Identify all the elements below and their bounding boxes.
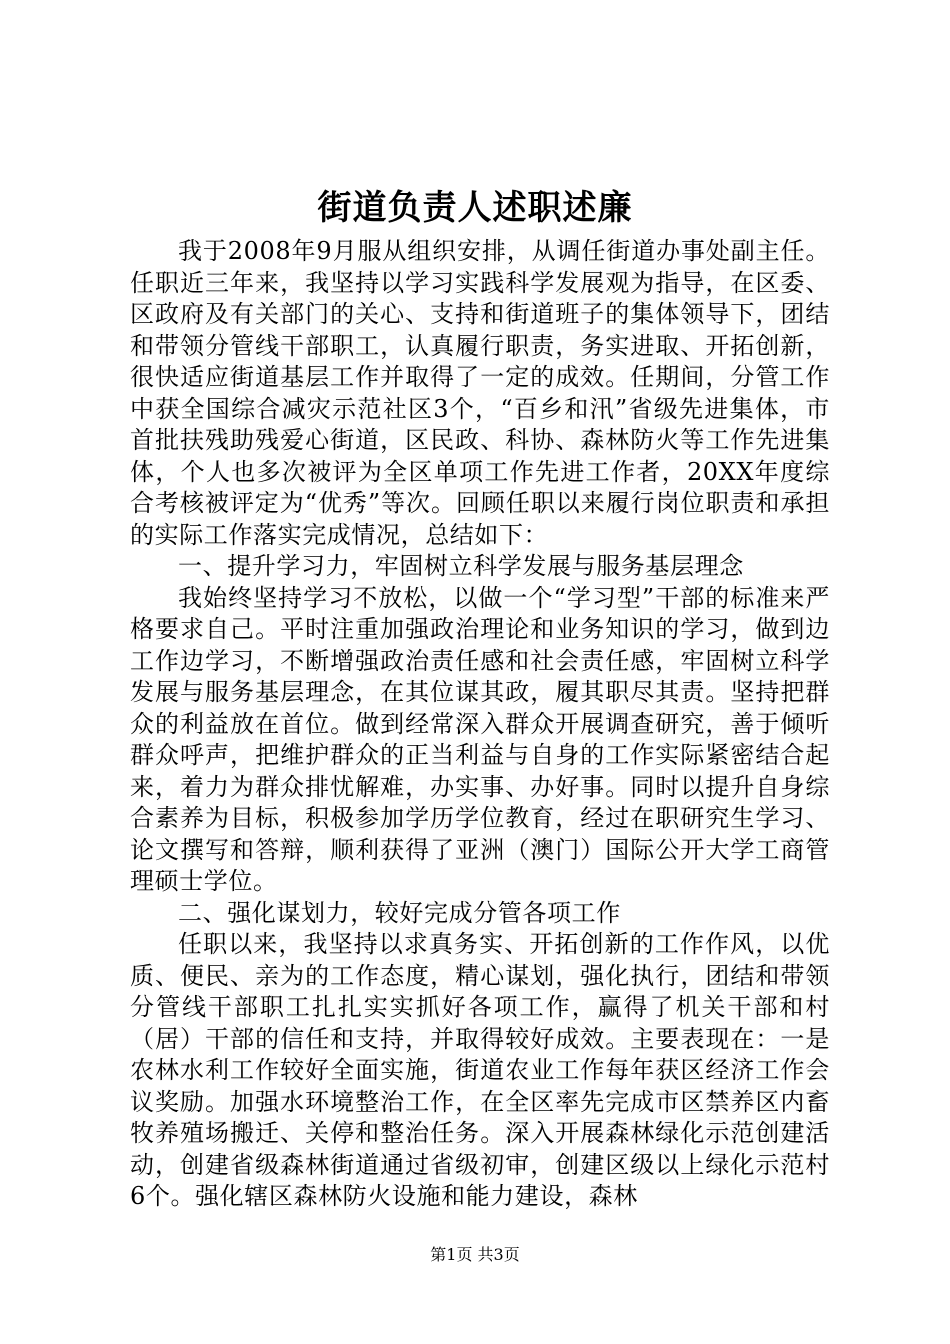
paragraph-section-1: 我始终坚持学习不放松，以做一个“学习型”干部的标准来严格要求自己。平时注重加强政治理论和业务知识的学习，做到边工作边学习，不断增强政治责任感和社会责任感，牢固树立科学发展与服务基层理念，在其位谋其政，履其职尽其责。坚持把群众的利益放在首位。做到经常深入群众开展调查研究，善于倾听群众呼声，把维护群众的正当利益与自身的工作实际紧密结合起来，着力为群众排忧解难，办实事、办好事。同时以提升自身综合素养为目标，积极参加学历学位教育，经过在职研究生学习、论文撰写和答辩，顺利获得了亚洲（澳门）国际公开大学工商管理硕士学位。 (130, 583, 830, 895)
document-title: 街道负责人述职述廉 (317, 188, 633, 228)
section-heading-2: 二、强化谋划力，较好完成分管各项工作 (178, 898, 621, 927)
document-body (130, 236, 830, 1213)
page-footer: 第1页 共3页 (430, 1245, 520, 1264)
paragraph-intro: 我于2008年9月服从组织安排，从调任街道办事处副主任。任职近三年来，我坚持以学习实践科学发展观为指导，在区委、区政府及有关部门的关心、支持和街道班子的集体领导下，团结和带领分管线干部职工，认真履行职责，务实进取、开拓创新，很快适应街道基层工作并取得了一定的成效。任期间，分管工作中获全国综合减灾示范社区3个，“百乡和汛”省级先进集体，市首批扶残助残爱心街道，区民政、科协、森林防火等工作先进集体，个人也多次被评为全区单项工作先进工作者，20XX年度综合考核被评定为“优秀”等次。回顾任职以来履行岗位职责和承担的实际工作落实完成情况，总结如下： (130, 237, 830, 549)
paragraph-section-2: 任职以来，我坚持以求真务实、开拓创新的工作作风，以优质、便民、亲为的工作态度，精心谋划，强化执行，团结和带领分管线干部职工扎扎实实抓好各项工作，赢得了机关干部和村（居）干部的信任和支持，并取得较好成效。主要表现在：一是农林水利工作较好全面实施，街道农业工作每年获区经济工作会议奖励。加强水环境整治工作，在全区率先完成市区禁养区内畜牧养殖场搬迁、关停和整治任务。深入开展森林绿化示范创建活动，创建省级森林街道通过省级初审，创建区级以上绿化示范村6个。强化辖区森林防火设施和能力建设，森林 (130, 930, 830, 1210)
section-heading-1: 一、提升学习力，牢固树立科学发展与服务基层理念 (178, 552, 744, 580)
